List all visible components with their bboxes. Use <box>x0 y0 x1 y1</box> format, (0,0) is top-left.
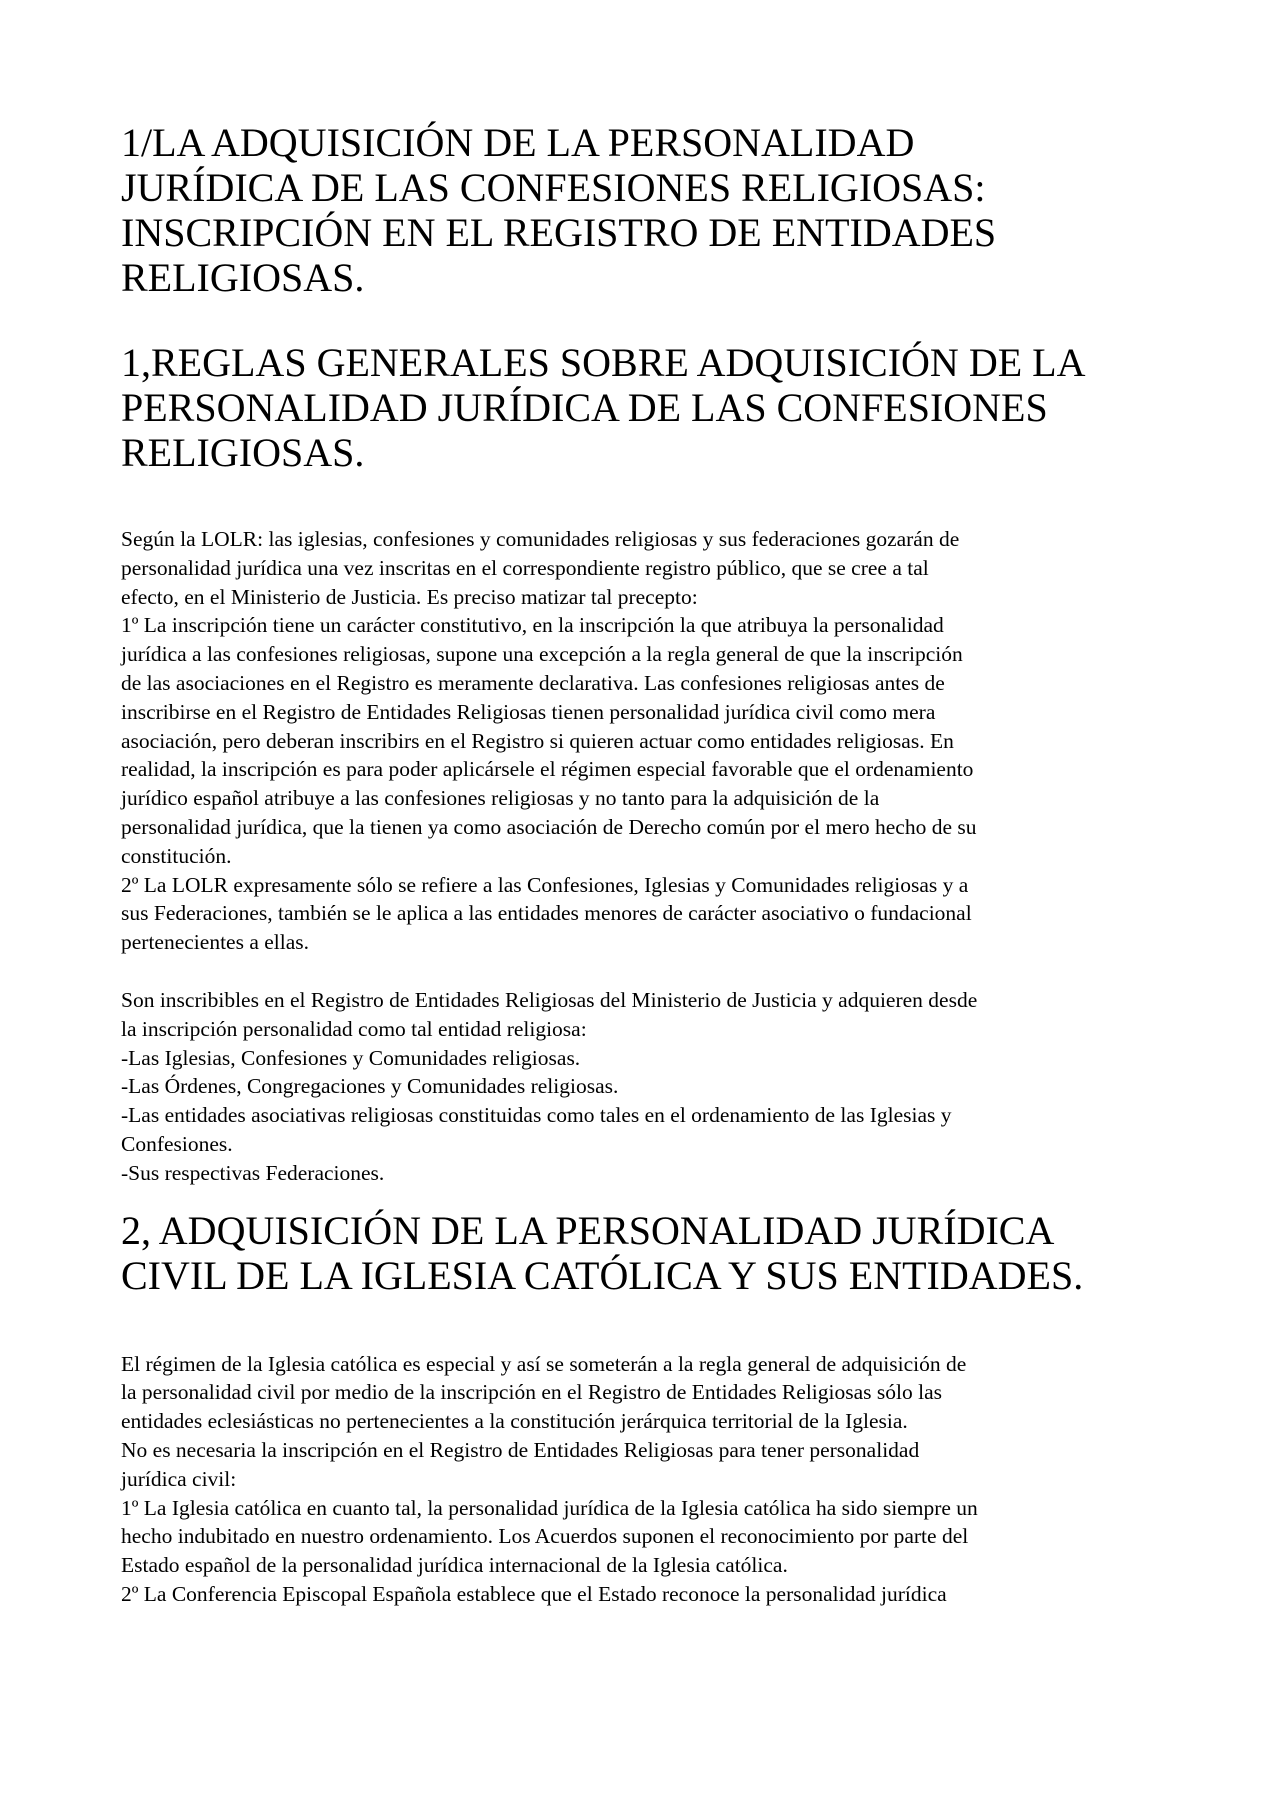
heading-catholic-church <box>121 1208 1171 1298</box>
text-line: Estado español de la personalidad jurídica internacional de la Iglesia católica. <box>121 1553 788 1578</box>
heading-general-rules <box>121 340 1171 475</box>
text-line: hecho indubitado en nuestro ordenamiento. Los Acuerdos suponen el reconocimiento por parte del <box>121 1524 969 1549</box>
spacer <box>121 1188 1171 1208</box>
spacer <box>121 957 1171 986</box>
text-line: personalidad jurídica, que la tienen ya como asociación de Derecho común por el mero hecho de su <box>121 814 977 839</box>
spacer <box>121 300 1171 340</box>
text-line: efecto, en el Ministerio de Justicia. Es preciso matizar tal precepto: <box>121 584 698 609</box>
spacer <box>121 475 1171 525</box>
heading-line: RELIGIOSAS. <box>121 255 365 300</box>
document-page <box>121 120 1171 1609</box>
text-line: de las asociaciones en el Registro es meramente declarativa. Las confesiones religiosas antes de <box>121 670 945 695</box>
heading-line: PERSONALIDAD JURÍDICA DE LAS CONFESIONES <box>121 385 1048 430</box>
text-line: El régimen de la Iglesia católica es especial y así se someterán a la regla general de adquisición de <box>121 1351 967 1376</box>
list-item: -Las Iglesias, Confesiones y Comunidades religiosas. <box>121 1045 581 1070</box>
paragraph-lolr-registration <box>121 525 1171 957</box>
text-line: sus Federaciones, también se le aplica a las entidades menores de carácter asociativo o fundacional <box>121 901 972 926</box>
spacer <box>121 1298 1171 1350</box>
text-line: personalidad jurídica una vez inscritas en el correspondiente registro público, que se cree a tal <box>121 555 929 580</box>
text-line: 2º La LOLR expresamente sólo se refiere a las Confesiones, Iglesias y Comunidades religiosas y a <box>121 872 969 897</box>
text-line: 1º La Iglesia católica en cuanto tal, la personalidad jurídica de la Iglesia católica ha sido siempre un <box>121 1495 978 1520</box>
text-line: realidad, la inscripción es para poder aplicársele el régimen especial favorable que el ordenamiento <box>121 757 974 782</box>
heading-line: JURÍDICA DE LAS CONFESIONES RELIGIOSAS: <box>121 165 986 210</box>
heading-line: RELIGIOSAS. <box>121 430 365 475</box>
list-item: -Las entidades asociativas religiosas constituidas como tales en el ordenamiento de las Iglesias y <box>121 1103 952 1128</box>
text-line: asociación, pero deberan inscribirs en el Registro si quieren actuar como entidades religiosas. En <box>121 728 954 753</box>
text-line: 1º La inscripción tiene un carácter constitutivo, en la inscripción la que atribuya la personalidad <box>121 613 944 638</box>
heading-line: 1/LA ADQUISICIÓN DE LA PERSONALIDAD <box>121 120 915 165</box>
text-line: pertenecientes a ellas. <box>121 930 310 955</box>
list-item: -Las Órdenes, Congregaciones y Comunidades religiosas. <box>121 1074 619 1099</box>
text-line: jurídico español atribuye a las confesiones religiosas y no tanto para la adquisición de la <box>121 786 880 811</box>
list-item: Confesiones. <box>121 1131 233 1156</box>
paragraph-inscribable-entities <box>121 986 1171 1188</box>
text-line: constitución. <box>121 843 232 868</box>
text-line: entidades eclesiásticas no pertenecientes a la constitución jerárquica territorial de la Iglesia. <box>121 1409 908 1434</box>
text-line: Según la LOLR: las iglesias, confesiones y comunidades religiosas y sus federaciones gozarán de <box>121 527 960 551</box>
text-line: Son inscribibles en el Registro de Entidades Religiosas del Ministerio de Justicia y adquieren desde <box>121 987 978 1012</box>
text-line: No es necesaria la inscripción en el Registro de Entidades Religiosas para tener personalidad <box>121 1437 920 1462</box>
text-line: inscribirse en el Registro de Entidades Religiosas tienen personalidad jurídica civil como mera <box>121 699 936 724</box>
text-line: jurídica civil: <box>121 1466 237 1491</box>
heading-acquisition-legal-personality <box>121 120 1171 300</box>
heading-line: 2, ADQUISICIÓN DE LA PERSONALIDAD JURÍDICA <box>121 1207 1055 1253</box>
text-line: la inscripción personalidad como tal entidad religiosa: <box>121 1016 587 1041</box>
heading-line: CIVIL DE LA IGLESIA CATÓLICA Y SUS ENTIDADES. <box>121 1252 1084 1298</box>
heading-line: INSCRIPCIÓN EN EL REGISTRO DE ENTIDADES <box>121 210 997 255</box>
text-line: 2º La Conferencia Episcopal Española establece que el Estado reconoce la personalidad jurídica <box>121 1581 947 1606</box>
text-line: la personalidad civil por medio de la inscripción en el Registro de Entidades Religiosas sólo las <box>121 1380 942 1405</box>
paragraph-catholic-regime <box>121 1350 1171 1609</box>
heading-line: 1,REGLAS GENERALES SOBRE ADQUISICIÓN DE LA <box>121 340 1086 385</box>
list-item: -Sus respectivas Federaciones. <box>121 1160 385 1185</box>
text-line: jurídica a las confesiones religiosas, supone una excepción a la regla general de que la inscripción <box>121 642 963 667</box>
